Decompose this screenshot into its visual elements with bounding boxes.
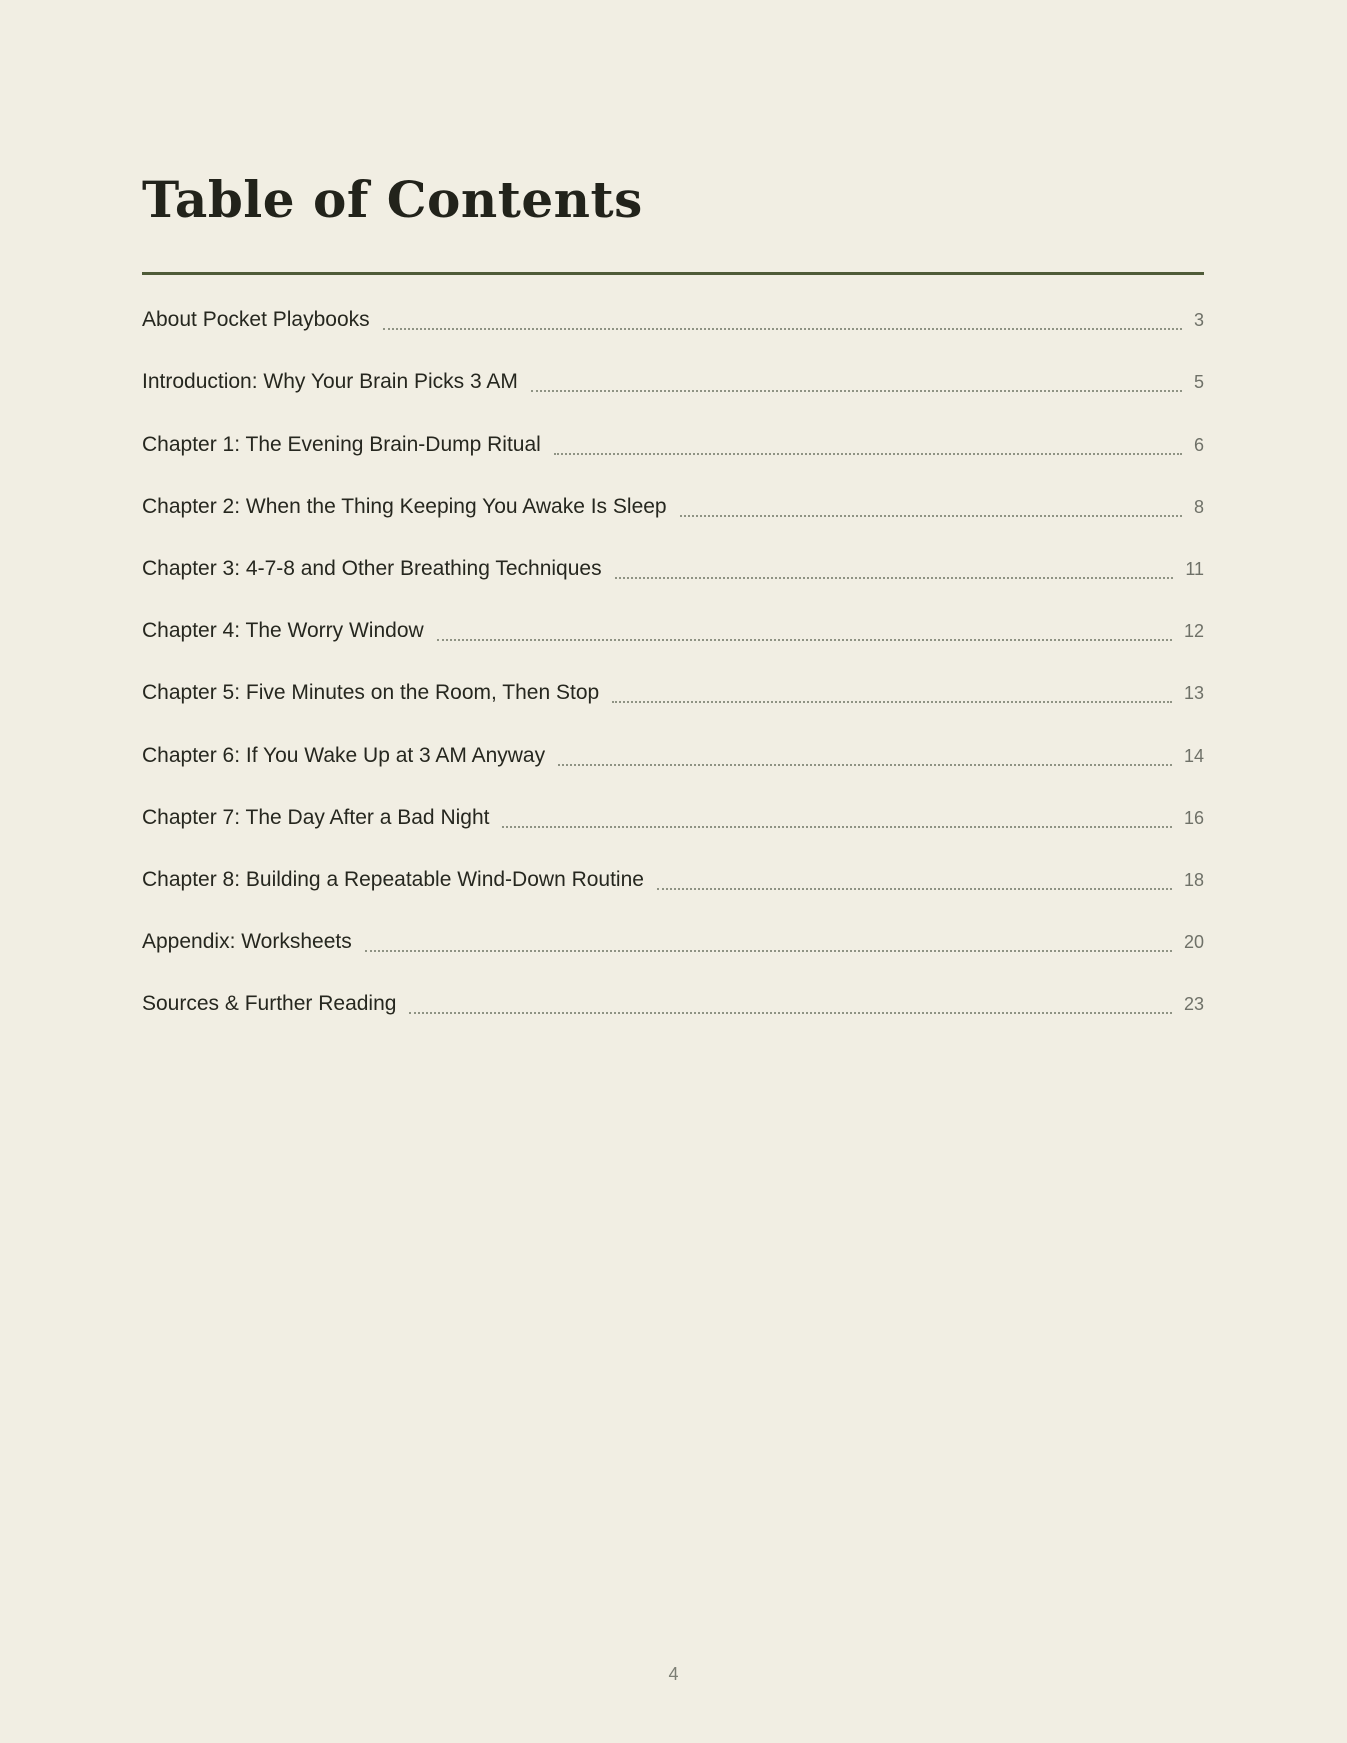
toc-list	[142, 288, 1204, 1034]
toc-entry-chapter-7[interactable]	[142, 786, 1204, 848]
toc-entry-chapter-8[interactable]	[142, 848, 1204, 910]
page-number: 4	[668, 1664, 679, 1684]
toc-dot-leader	[558, 764, 1172, 766]
toc-entry-chapter-3[interactable]	[142, 537, 1204, 599]
toc-entry-page: 18	[1183, 869, 1204, 890]
toc-entry-label: Chapter 4: The Worry Window	[142, 619, 424, 643]
toc-dot-leader	[502, 826, 1171, 828]
toc-entry-page: 14	[1183, 745, 1204, 766]
toc-entry-page: 13	[1183, 683, 1204, 704]
toc-entry-label: Chapter 3: 4-7-8 and Other Breathing Techniques	[142, 556, 602, 580]
title-divider	[142, 272, 1204, 275]
toc-entry-label: Chapter 8: Building a Repeatable Wind-Down Routine	[142, 867, 644, 891]
toc-entry-label: Chapter 1: The Evening Brain-Dump Ritual	[142, 432, 541, 456]
toc-entry-label: Chapter 2: When the Thing Keeping You Awake Is Sleep	[142, 494, 667, 518]
toc-dot-leader	[531, 390, 1182, 392]
toc-entry-chapter-6[interactable]	[142, 723, 1204, 785]
toc-entry-page: 20	[1183, 932, 1204, 953]
toc-dot-leader	[409, 1012, 1172, 1014]
toc-entry-page: 5	[1193, 372, 1204, 393]
toc-entry-label: Appendix: Worksheets	[142, 930, 352, 954]
toc-entry-label: Sources & Further Reading	[142, 992, 397, 1016]
toc-entry-about[interactable]	[142, 288, 1204, 350]
toc-entry-page: 6	[1193, 434, 1204, 455]
toc-dot-leader	[615, 577, 1174, 579]
toc-entry-label: Chapter 7: The Day After a Bad Night	[142, 805, 490, 829]
toc-entry-label: About Pocket Playbooks	[142, 308, 370, 332]
toc-entry-label: Chapter 6: If You Wake Up at 3 AM Anyway	[142, 743, 546, 767]
toc-entry-chapter-4[interactable]	[142, 599, 1204, 661]
toc-dot-leader	[383, 328, 1182, 330]
toc-dot-leader	[612, 701, 1172, 703]
toc-dot-leader	[680, 515, 1182, 517]
toc-dot-leader	[554, 453, 1182, 455]
toc-entry-appendix[interactable]	[142, 910, 1204, 972]
toc-entry-page: 3	[1193, 310, 1204, 331]
toc-entry-label: Introduction: Why Your Brain Picks 3 AM	[142, 370, 518, 394]
toc-entry-page: 16	[1183, 807, 1204, 828]
toc-entry-label: Chapter 5: Five Minutes on the Room, Then Stop	[142, 681, 600, 705]
toc-entry-introduction[interactable]	[142, 350, 1204, 412]
toc-entry-chapter-2[interactable]	[142, 475, 1204, 537]
toc-entry-page: 8	[1193, 496, 1204, 517]
toc-entry-page: 23	[1183, 994, 1204, 1015]
toc-entry-chapter-5[interactable]	[142, 661, 1204, 723]
toc-entry-page: 12	[1183, 621, 1204, 642]
toc-dot-leader	[657, 888, 1172, 890]
toc-entry-chapter-1[interactable]	[142, 412, 1204, 474]
toc-entry-page: 11	[1185, 558, 1204, 579]
toc-dot-leader	[437, 639, 1172, 641]
toc-entry-sources[interactable]	[142, 972, 1204, 1034]
page-title: Table of Contents	[142, 170, 643, 229]
toc-dot-leader	[365, 950, 1172, 952]
